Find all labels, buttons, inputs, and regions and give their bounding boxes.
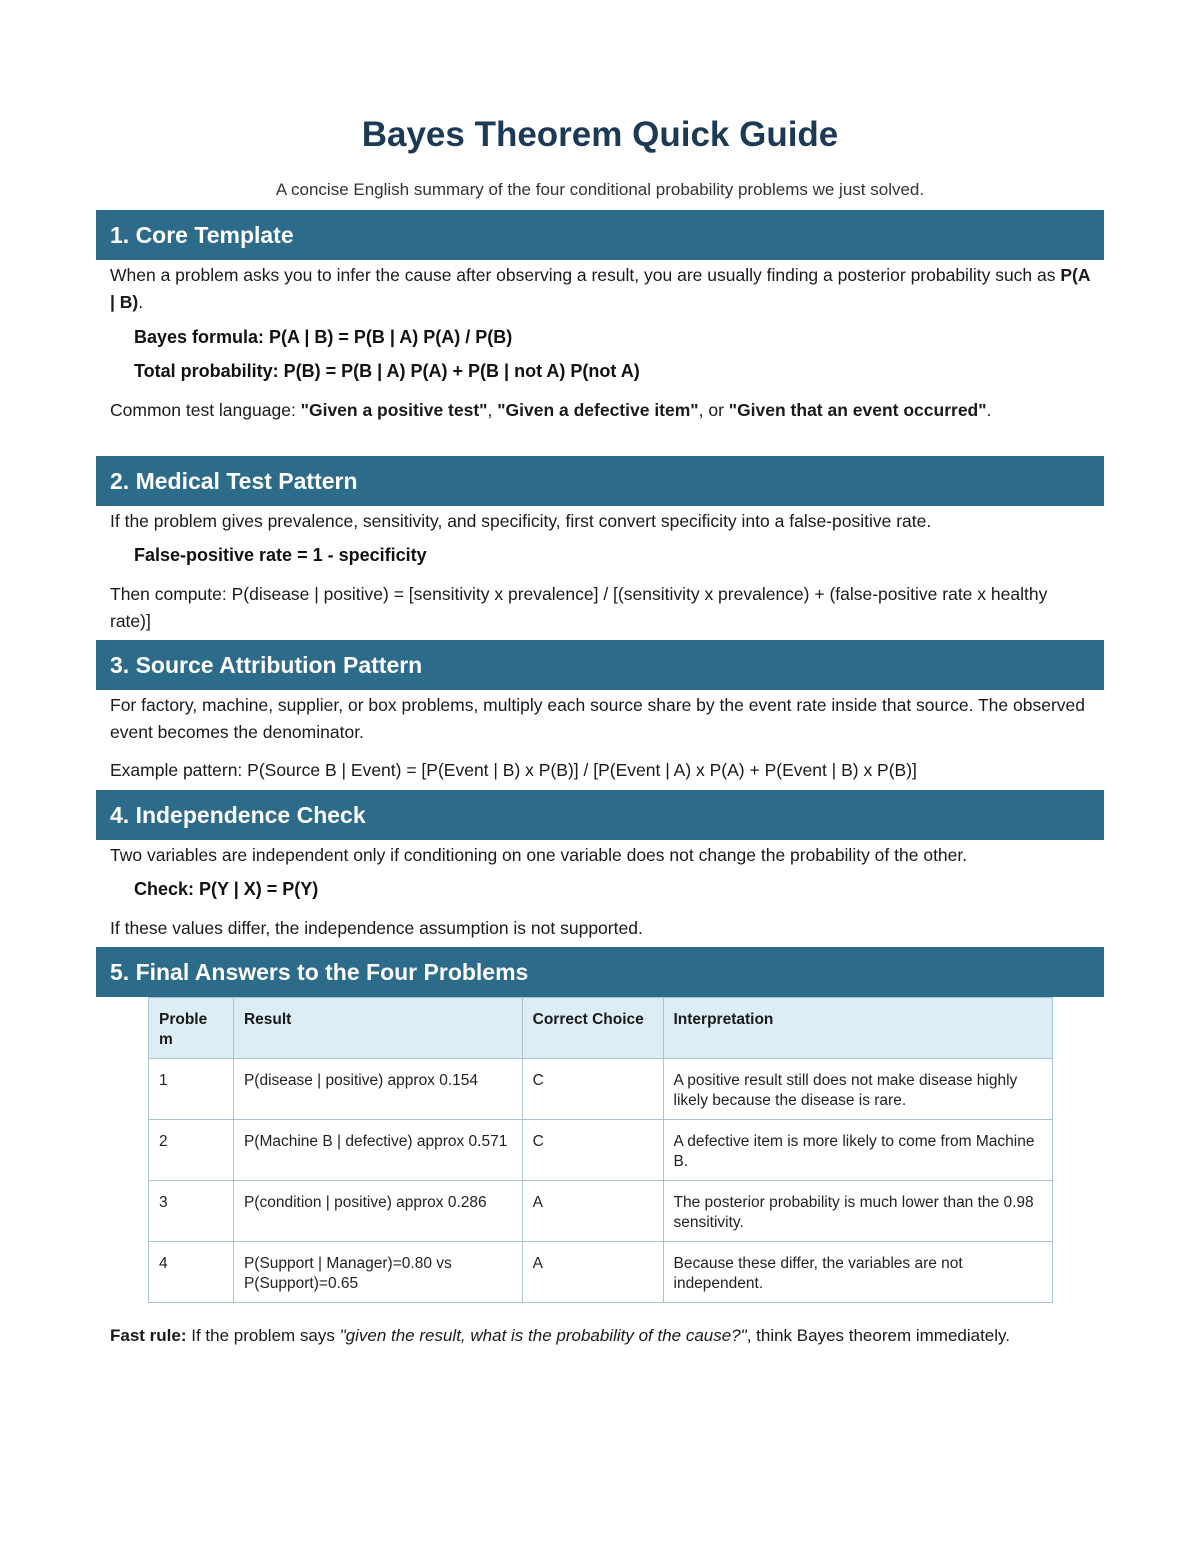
table-cell: P(disease | positive) approx 0.154: [233, 1059, 522, 1120]
table-cell: A positive result still does not make disease highly likely because the disease is rare.: [663, 1059, 1053, 1120]
false-positive-formula: False-positive rate = 1 - specificity: [134, 545, 427, 565]
table-row: [149, 1120, 1053, 1181]
table-row: [149, 1181, 1053, 1242]
fast-rule: Fast rule: If the problem says "given the result, what is the probability of the cause?", think Bayes theorem immediately.: [110, 1326, 1010, 1345]
table-cell: P(condition | positive) approx 0.286: [233, 1181, 522, 1242]
section-2-compute: Then compute: P(disease | positive) = [sensitivity x prevalence] / [(sensitivity x prevalence) + (false-positive rate x healthy rate)]: [110, 584, 1048, 631]
table-cell: 2: [149, 1120, 234, 1181]
section-3-example: Example pattern: P(Source B | Event) = [P(Event | B) x P(B)] / [P(Event | A) x P(A) + P(Event | B) x P(B)]: [110, 760, 917, 780]
table-row: [149, 1242, 1053, 1303]
section-4-intro: Two variables are independent only if conditioning on one variable does not change the probability of the other.: [110, 845, 968, 865]
column-header-result: Result: [233, 998, 522, 1059]
column-header-problem: Proble m: [149, 998, 234, 1059]
table-cell: A defective item is more likely to come from Machine B.: [663, 1120, 1053, 1181]
total-probability-formula: Total probability: P(B) = P(B | A) P(A) + P(B | not A) P(not A): [134, 361, 640, 381]
table-row: [149, 1059, 1053, 1120]
column-header-interpretation: Interpretation: [663, 998, 1053, 1059]
table-cell: A: [522, 1242, 663, 1303]
table-cell: C: [522, 1059, 663, 1120]
column-header-choice: Correct Choice: [522, 998, 663, 1059]
section-4-outro: If these values differ, the independence assumption is not supported.: [110, 918, 643, 938]
table-cell: The posterior probability is much lower than the 0.98 sensitivity.: [663, 1181, 1053, 1242]
page-subtitle: A concise English summary of the four conditional probability problems we just solved.: [275, 180, 925, 199]
table-header-row: [149, 998, 1053, 1059]
section-3-heading: 3. Source Attribution Pattern: [96, 640, 1104, 690]
table-cell: 3: [149, 1181, 234, 1242]
section-2-intro: If the problem gives prevalence, sensitivity, and specificity, first convert specificity into a false-positive rate.: [110, 511, 932, 531]
answers-table: [148, 997, 1053, 1303]
table-cell: 1: [149, 1059, 234, 1120]
table-cell: P(Machine B | defective) approx 0.571: [233, 1120, 522, 1181]
table-cell: A: [522, 1181, 663, 1242]
table-cell: P(Support | Manager)=0.80 vs P(Support)=0.65: [233, 1242, 522, 1303]
section-3-intro: For factory, machine, supplier, or box problems, multiply each source share by the event rate inside that source. The observed event becomes the denominator.: [110, 695, 1085, 742]
section-1-heading: 1. Core Template: [96, 210, 1104, 260]
table-cell: C: [522, 1120, 663, 1181]
section-2-heading: 2. Medical Test Pattern: [96, 456, 1104, 506]
page-title: Bayes Theorem Quick Guide: [361, 115, 839, 154]
independence-check-formula: Check: P(Y | X) = P(Y): [134, 879, 319, 899]
table-cell: 4: [149, 1242, 234, 1303]
common-test-language: Common test language: "Given a positive test", "Given a defective item", or "Given that an event occurred".: [110, 400, 992, 420]
section-4-heading: 4. Independence Check: [96, 790, 1104, 840]
section-1-intro: When a problem asks you to infer the cause after observing a result, you are usually finding a posterior probability such as P(A | B).: [110, 265, 1090, 312]
table-cell: Because these differ, the variables are not independent.: [663, 1242, 1053, 1303]
section-5-heading: 5. Final Answers to the Four Problems: [96, 947, 1104, 997]
bayes-formula: Bayes formula: P(A | B) = P(B | A) P(A) / P(B): [134, 327, 513, 347]
